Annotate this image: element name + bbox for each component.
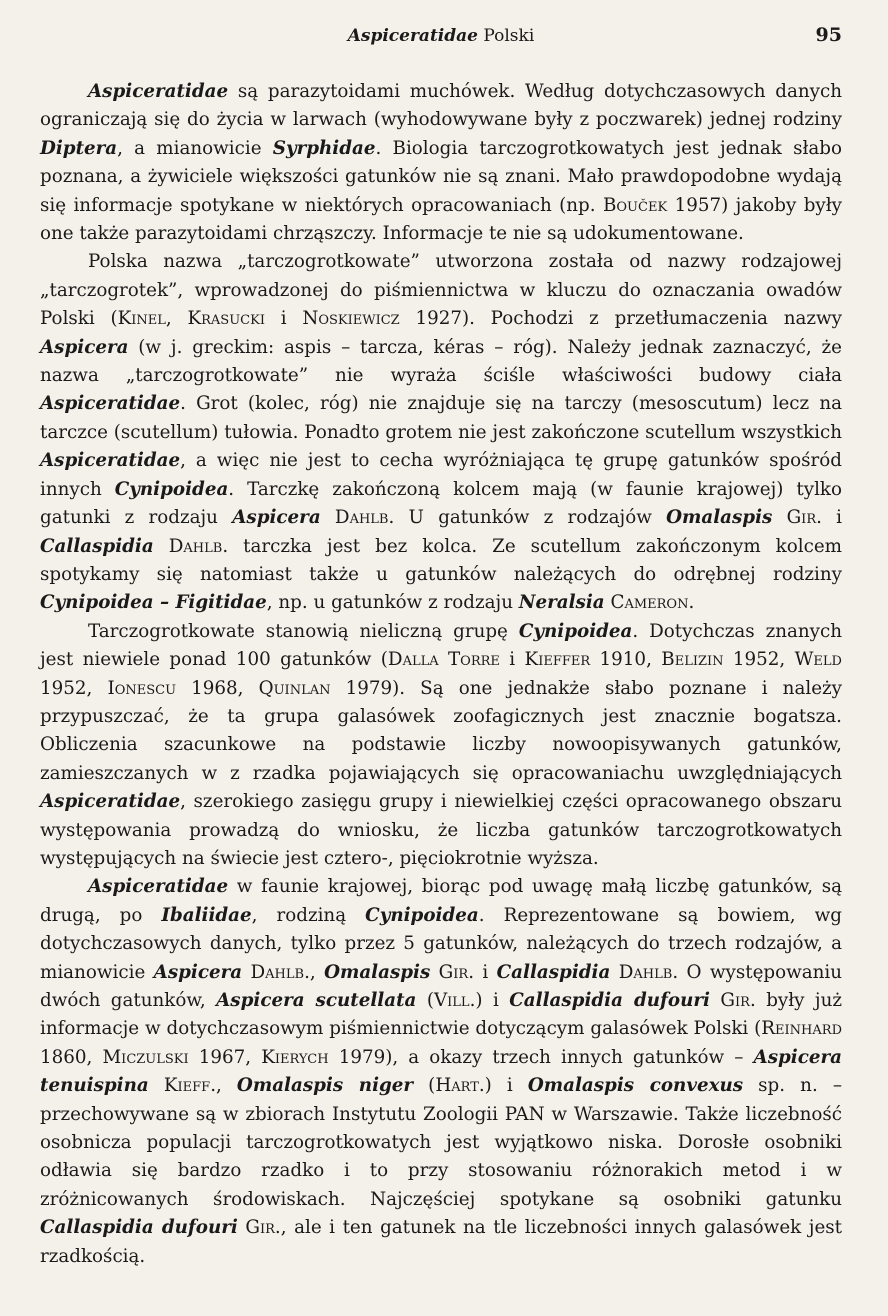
running-title-italic: Aspiceratidae xyxy=(347,26,478,46)
body-text xyxy=(40,78,842,1271)
running-title xyxy=(40,26,842,46)
running-header xyxy=(40,22,842,56)
page-number: 95 xyxy=(815,24,842,46)
paragraph-1: Aspiceratidae są parazytoidami muchówek. Według dotychczasowych danych ograniczają się do życia w larwach (wyhodowywane były z poczwarek) jednej rodziny Diptera, a mianowicie Syrphidae. Biologia tarczogrotkowatych jest jednak słabo poznana, a żywiciele większości gatunków nie są znani. Mało prawdopodobne wydają się informacje spotykane w niektórych opracowaniach (np. Bouček 1957) jakoby były one także parazytoidami chrząszczy. Informacje te nie są udokumentowane. xyxy=(40,81,843,245)
running-title-rest: Polski xyxy=(477,26,535,46)
paragraph-3: Tarczogrotkowate stanowią nieliczną grupę Cynipoidea. Dotychczas znanych jest niewiele ponad 100 gatunków (Dalla Torre i Kieffer 1910, Belizin 1952, Weld 1952, Ionescu 1968, Quinlan 1979). Są one jednakże słabo poznane i należy przypuszczać, że ta grupa galasówek zoofagicznych jest znacznie bogatsza. Obliczenia szacunkowe na podstawie liczby nowoopisywanych gatunków, zamieszczanych w z rzadka pojawiających się opracowaniachu uwzględniających Aspiceratidae, szerokiego zasięgu grupy i niewielkiej części opracowanego obszaru występowania prowadzą do wniosku, że liczba gatunków tarczogrotkowatych występujących na świecie jest cztero-, pięciokrotnie wyższa. xyxy=(40,620,842,869)
paragraph-2: Polska nazwa „tarczogrotkowate” utworzona została od nazwy rodzajowej „tarczogrotek”, wprowadzonej do piśmiennictwa w kluczu do oznaczania owadów Polski (Kinel, Krasucki i Noskiewicz 1927). Pochodzi z przetłumaczenia nazwy Aspicera (w j. greckim: aspis – tarcza, kéras – róg). Należy jednak zaznaczyć, że nazwa „tarczogrotkowate” nie wyraża ściśle właściwości budowy ciała Aspiceratidae. Grot (kolec, róg) nie znajduje się na tarczy (mesoscutum) lecz na tarczce (scutellum) tułowia. Ponadto grotem nie jest zakończone scutellum wszystkich Aspiceratidae, a więc nie jest to cecha wyróżniająca tę grupę gatunków spośród innych Cynipoidea. Tarczkę zakończoną kolcem mają (w faunie krajowej) tylko gatunki z rodzaju Aspicera Dahlb. U gatunków z rodzajów Omalaspis Gir. i Callaspidia Dahlb. tarczka jest bez kolca. Ze scutellum zakończonym kolcem spotykamy się natomiast także u gatunków należących do odrębnej rodziny Cynipoidea – Figitidae, np. u gatunków z rodzaju Neralsia Cameron. xyxy=(40,251,843,614)
paragraph-4: Aspiceratidae w faunie krajowej, biorąc pod uwagę małą liczbę gatunków, są drugą, po Ibaliidae, rodziną Cynipoidea. Reprezentowane są bowiem, wg dotychczasowych danych, tylko przez 5 gatunków, należących do trzech rodzajów, a mianowicie Aspicera Dahlb., Omalaspis Gir. i Callaspidia Dahlb. O występowaniu dwóch gatunków, Aspicera scutellata (Vill.) i Callaspidia dufouri Gir. były już informacje w dotychczasowym piśmiennictwie dotyczącym galasówek Polski (Reinhard 1860, Miczulski 1967, Kierych 1979), a okazy trzech innych gatunków – Aspicera tenuispina Kieff., Omalaspis niger (Hart.) i Omalaspis convexus sp. n. – przechowywane są w zbiorach Instytutu Zoologii PAN w Warszawie. Także liczebność osobnicza populacji tarczogrotkowatych jest wyjątkowo niska. Dorosłe osobniki odławia się bardzo rzadko i to przy stosowaniu różnorakich metod i w zróżnicowanych środowiskach. Najczęściej spotykane są osobniki gatunku Callaspidia dufouri Gir., ale i ten gatunek na tle liczebności innych galasówek jest rzadkością. xyxy=(40,876,843,1267)
